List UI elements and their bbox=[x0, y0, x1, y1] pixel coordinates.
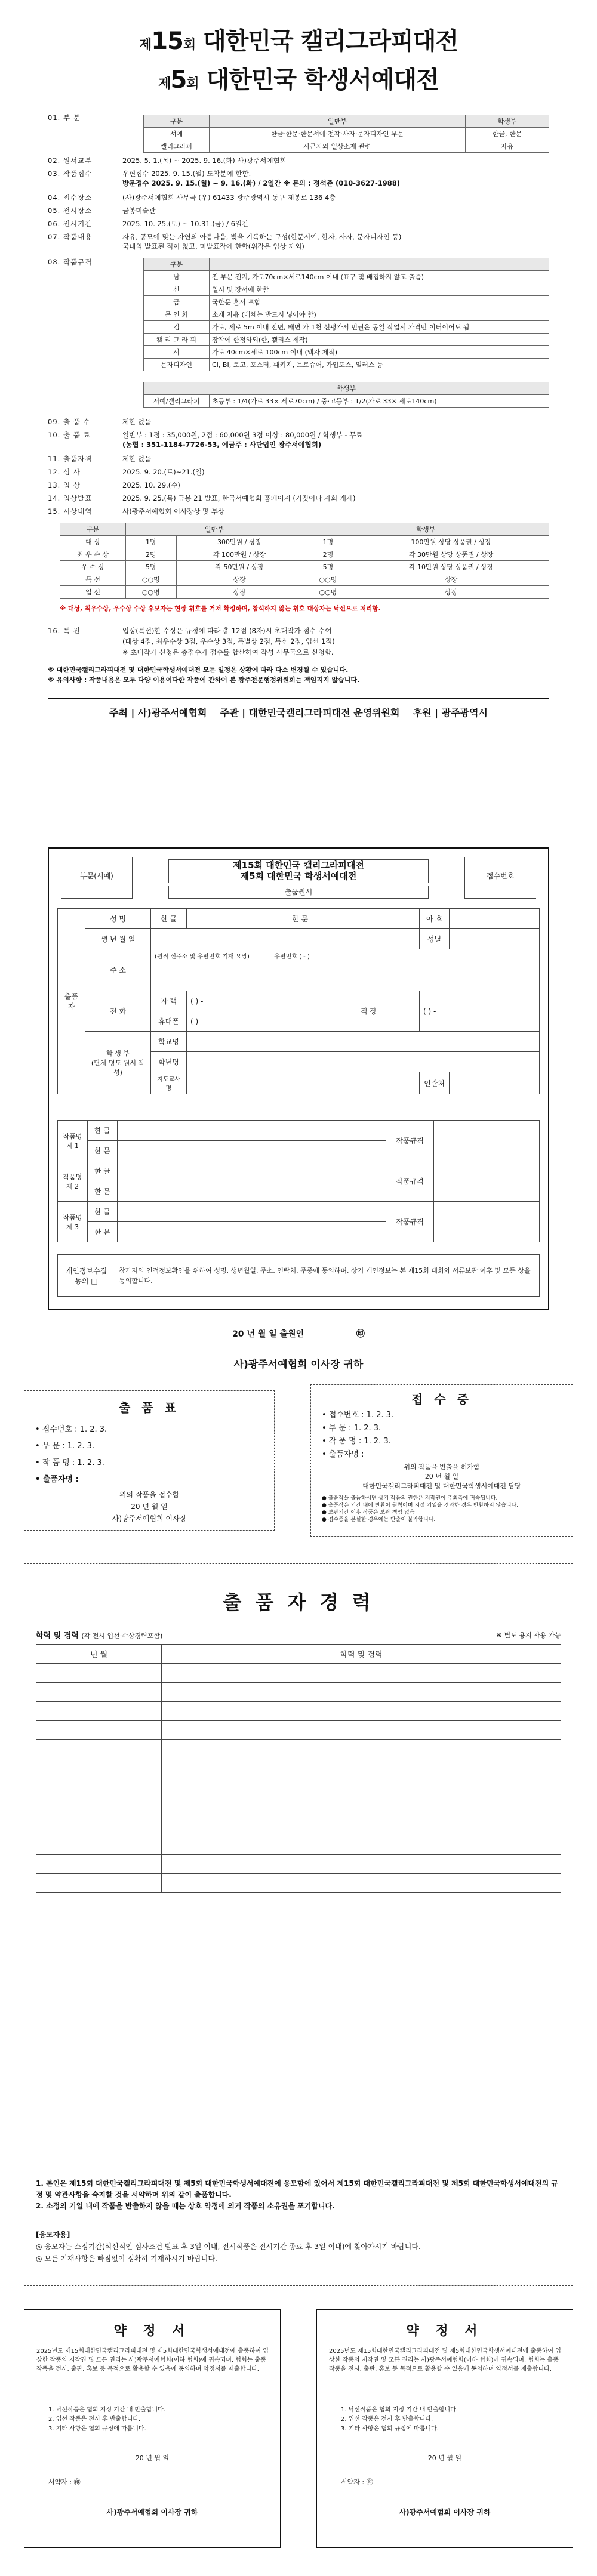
signature-input[interactable] bbox=[450, 1072, 540, 1094]
prize-cell: 입 선 bbox=[60, 586, 126, 599]
prize-cell: 100만원 상당 상품권 / 상장 bbox=[353, 536, 549, 548]
prize-cell: ○○명 bbox=[303, 573, 353, 586]
signature-label: 인란처 bbox=[420, 1072, 450, 1094]
zip-hint: 우편번호 ( - ) bbox=[274, 954, 310, 960]
career-row-desc[interactable] bbox=[162, 1702, 561, 1721]
career-row-desc[interactable] bbox=[162, 1721, 561, 1740]
work-label: 작품명제 1 bbox=[58, 1121, 88, 1161]
entry-slip-note bbox=[24, 1489, 274, 1525]
prize-cell: 2명 bbox=[303, 548, 353, 561]
form-date-line bbox=[48, 1328, 549, 1340]
career-subtitle bbox=[36, 1629, 162, 1640]
career-row-desc[interactable] bbox=[162, 1855, 561, 1874]
career-sub: 학력 및 경력 bbox=[36, 1631, 79, 1640]
birth-label: 생 년 월 일 bbox=[85, 929, 151, 949]
career-row-date[interactable] bbox=[36, 1855, 162, 1874]
work-hanja-input[interactable] bbox=[118, 1222, 386, 1242]
career-row-date[interactable] bbox=[36, 1759, 162, 1778]
spec-table bbox=[143, 258, 549, 371]
career-col-desc: 학력 및 경력 bbox=[162, 1645, 561, 1664]
division-box[interactable]: 부문(서예) bbox=[61, 857, 133, 899]
career-sub-note: (각 전시 입선·수상경력포함) bbox=[81, 1632, 163, 1640]
division-cell: 캘리그라피 bbox=[144, 140, 210, 153]
applicant-note-line: ◎ 응모자는 소정기간(석선적인 심사조건 발표 후 3일 이내, 전시작품은 전시기간 종료 후 3일 이내)에 찾아가시기 바랍니다. bbox=[36, 2242, 421, 2251]
info-value: 제한 없음 bbox=[122, 455, 152, 463]
title-line-2: 제5회 대한민국 학생서예대전 bbox=[158, 66, 439, 94]
career-row-date[interactable] bbox=[36, 1740, 162, 1759]
form-title-1: 제15회 대한민국 캘리그라피대전 bbox=[233, 860, 364, 871]
division-cell: 서예 bbox=[144, 128, 210, 140]
prize-note: ※ 대상, 최우수상, 우수상 수상 후보자는 현장 휘호를 거쳐 확정하며, 참석하지 않는 휘호 대상자는 낙선으로 처리함. bbox=[60, 605, 381, 612]
gender-input[interactable] bbox=[450, 929, 540, 949]
phone-label: 전 화 bbox=[85, 991, 151, 1032]
prize-cell: 5명 bbox=[126, 561, 177, 573]
prize-cell: ○○명 bbox=[126, 586, 177, 599]
work-hanja-input[interactable] bbox=[118, 1141, 386, 1161]
birth-input[interactable] bbox=[151, 929, 420, 949]
applicant-notes-title: [응모자용] bbox=[36, 2231, 70, 2239]
info-label: 06. 전시기간 bbox=[48, 220, 93, 228]
info-value: 금봉미술관 bbox=[122, 206, 156, 215]
spec-cell: 서 bbox=[144, 346, 210, 359]
prize-cell: 대 상 bbox=[60, 536, 126, 548]
applicant-table bbox=[57, 908, 540, 1094]
entry-slip-note-line: 위의 작품을 접수함 bbox=[119, 1491, 180, 1499]
work-phone-input[interactable]: ( ) - bbox=[420, 991, 540, 1032]
announcement-section bbox=[0, 0, 597, 859]
work-hanja-input[interactable] bbox=[118, 1181, 386, 1202]
career-row-date[interactable] bbox=[36, 1721, 162, 1740]
info-value: 방문접수 2025. 9. 15.(월) ~ 9. 16.(화) / 2일간 ※ 문의 : 정석준 (010-3627-1988) bbox=[122, 179, 401, 187]
name-hanja-input[interactable] bbox=[318, 909, 420, 929]
pledge-date: 20 년 월 일 bbox=[427, 2454, 462, 2462]
career-row-desc[interactable] bbox=[162, 1797, 561, 1816]
division-table bbox=[143, 115, 549, 153]
pledge-body: 2025년도 제15회대한민국캘리그라피대전 및 제5회대한민국학생서예대전에 출품하여 입상한 작품의 저작권 및 모든 권리는 사)광주서예협회(이하 협회)에 귀속되며, 협회는 출품 작품을 전시, 출판, 홍보 등 목적으로 활용할 수 있음에 동의하며 약정서를 제출합니다. bbox=[329, 2348, 561, 2373]
mobile-label: 휴대폰 bbox=[151, 1011, 187, 1032]
info-value: 사)광주서예협회 이사장상 및 부상 bbox=[122, 507, 224, 516]
career-row-date[interactable] bbox=[36, 1778, 162, 1797]
header-title bbox=[0, 24, 597, 101]
career-row-desc[interactable] bbox=[162, 1835, 561, 1855]
work-hanja-label: 한 문 bbox=[88, 1222, 118, 1242]
work-korean-input[interactable] bbox=[118, 1121, 386, 1141]
division-cell: 사군자와 일상소재 관련 bbox=[210, 140, 466, 153]
grade-label: 학년명 bbox=[151, 1052, 187, 1072]
pledge-title: 약 정 서 bbox=[113, 2324, 191, 2339]
note-line: ※ 대한민국캘리그라피대전 및 대한민국학생서예대전 모든 일정은 상황에 따라 다소 변경될 수 있습니다. bbox=[48, 666, 349, 674]
works-table bbox=[57, 1120, 540, 1242]
pledge-items bbox=[341, 2405, 562, 2434]
host-label: 주최 bbox=[109, 707, 128, 718]
form-date: 20 년 월 일 출원인 bbox=[232, 1329, 304, 1339]
seal-mark: ㊞ bbox=[356, 1329, 365, 1339]
spec-header: 구분 bbox=[144, 258, 210, 271]
work-size-label: 작품규격 bbox=[386, 1161, 434, 1202]
home-phone-label: 자 택 bbox=[151, 991, 187, 1011]
prize-cell: 각 10만원 상당 상품권 / 상장 bbox=[353, 561, 549, 573]
address-label: 주 소 bbox=[85, 949, 151, 991]
receipt-slip bbox=[310, 1384, 573, 1537]
spec-cell: 문자디자인 bbox=[144, 359, 210, 371]
pledge-item: 1. 낙선작품은 협회 지정 기간 내 반출합니다. bbox=[341, 2407, 458, 2413]
work-korean-label: 한 글 bbox=[88, 1161, 118, 1181]
home-phone-input[interactable]: ( ) - bbox=[187, 991, 318, 1011]
career-table bbox=[36, 1644, 561, 1893]
division-header: 구분 bbox=[144, 115, 210, 128]
spec-cell: 금 bbox=[144, 296, 210, 308]
student-label-1: 학 생 부 bbox=[106, 1050, 130, 1057]
prize-cell: ○○명 bbox=[303, 586, 353, 599]
student-label-2: (단체 명도 원서 작성) bbox=[91, 1059, 145, 1076]
receipt-fine-line: ● 출품작을 출품하시면 상기 작품의 권한은 저작권이 주최측에 귀속됩니다. bbox=[322, 1495, 498, 1501]
career-note: ※ 별도 용지 사용 가능 bbox=[496, 1631, 561, 1639]
receipt-slip-note bbox=[311, 1463, 573, 1491]
prize-cell: 상장 bbox=[176, 586, 303, 599]
info-label: 16. 특 전 bbox=[48, 627, 81, 635]
work-phone-label: 직 장 bbox=[318, 991, 420, 1032]
info-label: 07. 작품내용 bbox=[48, 233, 93, 241]
career-row-desc[interactable] bbox=[162, 1874, 561, 1893]
info-value: (농협 : 351-1184-7726-53, 예금주 : 사단법인 광주서예협회) bbox=[122, 440, 322, 449]
career-col-date: 년 월 bbox=[36, 1645, 162, 1664]
name-korean-input[interactable] bbox=[187, 909, 282, 929]
info-value: 2025. 9. 20.(토)~21.(일) bbox=[122, 468, 205, 476]
pledge-form-right bbox=[316, 2309, 573, 2548]
note-line: ※ 유의사항 : 작품내용은 모두 다양 이용이다한 작품에 관하여 본 광주전문행정위원회는 책임지지 않습니다. bbox=[48, 676, 360, 684]
spec-cell: 일시 및 장서에 한함 bbox=[210, 283, 549, 296]
applicant-notes bbox=[36, 2229, 561, 2265]
info-value: 입상(특선)한 수상은 규정에 따라 총 12점 (8자)시 초대작가 점수 수여 bbox=[122, 627, 332, 635]
receipt-slip-note-line: 위의 작품을 반출을 허가함 bbox=[404, 1463, 480, 1471]
prize-cell: 상장 bbox=[353, 586, 549, 599]
prize-cell: 각 50만원 / 상장 bbox=[176, 561, 303, 573]
prize-cell: 상장 bbox=[176, 573, 303, 586]
career-row-desc[interactable] bbox=[162, 1664, 561, 1683]
pledge-form-left bbox=[24, 2309, 281, 2548]
spec-cell: 신 bbox=[144, 283, 210, 296]
info-value: ※ 초대작가 신청은 총점수가 점수를 합산하여 작성 사무국으로 신청함. bbox=[122, 648, 334, 656]
prize-cell: 최 우 수 상 bbox=[60, 548, 126, 561]
career-row-date[interactable] bbox=[36, 1664, 162, 1683]
spec-cell: 남 bbox=[144, 271, 210, 283]
pledge-body: 2025년도 제15회대한민국캘리그라피대전 및 제5회대한민국학생서예대전에 출품하여 입상한 작품의 저작권 및 모든 권리는 사)광주서예협회(이하 협회)에 귀속되며, 협회는 출품 작품을 전시, 출판, 홍보 등 목적으로 활용할 수 있음에 동의하며 약정서를 제출합니다. bbox=[36, 2348, 269, 2373]
pledge-addressee: 사)광주서예협회 이사장 귀하 bbox=[399, 2508, 491, 2516]
teacher-input[interactable] bbox=[187, 1072, 420, 1094]
career-row-desc[interactable] bbox=[162, 1740, 561, 1759]
work-label: 작품명제 3 bbox=[58, 1202, 88, 1242]
info-value: 2025. 10. 25.(토) ~ 10.31.(금) / 6일간 bbox=[122, 220, 249, 228]
school-label: 학교명 bbox=[151, 1032, 187, 1052]
info-label: 10. 출 품 료 bbox=[48, 431, 91, 439]
address-hint: (원직 신주소 및 우편번호 기재 요망) bbox=[155, 954, 250, 960]
consent-text: 참가자의 인적정보확인을 위하여 성명, 생년월일, 주소, 연락처, 주중에 동의하며, 상기 개인정보는 본 제15회 대회와 서류보관 이후 및 모든 상을 동의합니다. bbox=[115, 1255, 540, 1297]
receipt-slip-fine bbox=[322, 1495, 567, 1523]
prize-cell: 1명 bbox=[303, 536, 353, 548]
career-row-desc[interactable] bbox=[162, 1759, 561, 1778]
prize-cell: ○○명 bbox=[126, 573, 177, 586]
spec-cell: 소재 자유 (배채는 반드시 넣어야 함) bbox=[210, 308, 549, 321]
pledge-signature[interactable]: 서약자 : ㊞ bbox=[341, 2478, 373, 2486]
spec-header-blank bbox=[210, 258, 549, 271]
work-size-label: 작품규격 bbox=[386, 1121, 434, 1161]
prize-cell: 상장 bbox=[353, 573, 549, 586]
spec-cell: 가로 40cm×세로 100cm 이내 (액자 제작) bbox=[210, 346, 549, 359]
division-header: 일반부 bbox=[210, 115, 466, 128]
pledge-notes bbox=[36, 2178, 561, 2212]
pledge-note-line: 1. 본인은 제15회 대한민국캘리그라피대전 및 제5회 대한민국학생서예대전에 응모함에 있어서 제15회 대한민국캘리그라피대전 및 제5회 대한민국학생서예대전의 규정 및 약관사항을 숙지할 것을 서약하며 위의 같이 출품합니다. bbox=[36, 2179, 558, 2199]
division-cell: 한글, 한문 bbox=[466, 128, 549, 140]
applicant-note-line: ◎ 모든 기재사항은 빠짐없이 정확히 기재하시기 바랍니다. bbox=[36, 2254, 217, 2263]
pledge-item: 2. 입선 작품은 전시 후 반출합니다. bbox=[48, 2416, 141, 2423]
work-size-label: 작품규격 bbox=[386, 1202, 434, 1242]
work-korean-input[interactable] bbox=[118, 1161, 386, 1181]
school-input[interactable] bbox=[187, 1032, 540, 1052]
consent-table bbox=[57, 1254, 540, 1297]
prize-header: 학생부 bbox=[303, 523, 549, 536]
info-label: 15. 시상내역 bbox=[48, 507, 93, 516]
name-label: 성 명 bbox=[85, 909, 151, 929]
prize-cell: 5명 bbox=[303, 561, 353, 573]
career-row-desc[interactable] bbox=[162, 1778, 561, 1797]
work-korean-label: 한 글 bbox=[88, 1202, 118, 1222]
career-row-date[interactable] bbox=[36, 1874, 162, 1893]
applicant-side-label: 출품자 bbox=[58, 909, 85, 1094]
info-label: 08. 작품규격 bbox=[48, 258, 93, 266]
gender-label: 성별 bbox=[420, 929, 450, 949]
spec-cell: 장작에 한정하되(한, 캘리스 제작) bbox=[210, 334, 549, 346]
student-table bbox=[143, 382, 549, 408]
career-row-date[interactable] bbox=[36, 1702, 162, 1721]
pledge-item: 3. 기타 사항은 협회 규정에 따릅니다. bbox=[341, 2426, 439, 2432]
footer-sponsors: 주최 | 사)광주서예협회 주관 | 대한민국캘리그라피대전 운영위원회 후원 | 광주광역시 bbox=[48, 698, 549, 719]
application-form bbox=[48, 847, 549, 1310]
receipt-slip-line: • 출품자명 : bbox=[322, 1450, 364, 1459]
work-korean-input[interactable] bbox=[118, 1202, 386, 1222]
prize-cell: 각 100만원 / 상장 bbox=[176, 548, 303, 561]
spec-cell: 캘 리 그 라 피 bbox=[144, 334, 210, 346]
form-title bbox=[168, 859, 429, 883]
prize-cell: 300만원 / 상장 bbox=[176, 536, 303, 548]
pledge-date: 20 년 월 일 bbox=[135, 2454, 170, 2462]
receipt-slip-title: 접 수 증 bbox=[411, 1392, 472, 1406]
pledge-signature[interactable]: 서약자 : ㊞ bbox=[48, 2478, 81, 2486]
work-size-input[interactable] bbox=[434, 1202, 540, 1242]
prize-cell: 우 수 상 bbox=[60, 561, 126, 573]
grade-input[interactable] bbox=[187, 1052, 540, 1072]
prize-cell: 특 선 bbox=[60, 573, 126, 586]
form-title-2: 제5회 대한민국 학생서예대전 bbox=[240, 871, 357, 881]
pledge-item: 1. 낙선작품은 협회 지정 기간 내 반출합니다. bbox=[48, 2407, 166, 2413]
work-size-input[interactable] bbox=[434, 1121, 540, 1161]
pledge-item: 2. 입선 작품은 전시 후 반출합니다. bbox=[341, 2416, 433, 2423]
student-cell: 서예/캘리그라피 bbox=[144, 395, 210, 408]
host-name: 사)광주서예협회 bbox=[137, 707, 207, 718]
work-hanja-label: 한 문 bbox=[88, 1181, 118, 1202]
receipt-slip-line: • 작 품 명 : 1. 2. 3. bbox=[322, 1437, 391, 1446]
info-label: 14. 입상발표 bbox=[48, 494, 93, 502]
receipt-slip-line: • 접수번호 : 1. 2. 3. bbox=[322, 1411, 394, 1420]
career-row-desc[interactable] bbox=[162, 1816, 561, 1835]
sponsor-label: 후원 bbox=[413, 707, 432, 718]
consent-checkbox[interactable]: 개인정보수집 동의 □ bbox=[58, 1255, 115, 1297]
student-label bbox=[85, 1032, 151, 1094]
title-line-1: 제15회 대한민국 캘리그라피대전 bbox=[139, 27, 458, 55]
work-size-input[interactable] bbox=[434, 1161, 540, 1202]
student-cell: 초등부 : 1/4(가로 33× 세로70cm) / 중·고등부 : 1/2(가로 33× 세로140cm) bbox=[210, 395, 549, 408]
entry-slip-note-line: 사)광주서예협회 이사장 bbox=[112, 1514, 187, 1523]
pledge-items bbox=[48, 2405, 269, 2434]
work-hanja-label: 한 문 bbox=[88, 1141, 118, 1161]
info-value: (대상 4점, 최우수상 3점, 우수상 3점, 특별상 2점, 특선 2점, 입선 1점) bbox=[122, 637, 335, 646]
spec-cell: 문 인 화 bbox=[144, 308, 210, 321]
prize-cell: 각 30만원 상당 상품권 / 상장 bbox=[353, 548, 549, 561]
entry-slip-line: • 출품자명 : bbox=[35, 1475, 79, 1484]
receipt-slip-line: • 부 문 : 1. 2. 3. bbox=[322, 1424, 381, 1433]
spec-cell: 검 bbox=[144, 321, 210, 334]
notes bbox=[48, 665, 549, 685]
receipt-fine-line: ● 출품작은 기간 내에 반환이 원칙이며 지정 기일을 경과한 경우 반환하지 않습니다. bbox=[322, 1503, 519, 1508]
student-header: 학생부 bbox=[144, 382, 549, 395]
sponsor-name: 광주광역시 bbox=[441, 707, 488, 718]
entry-slip-note-line: 20 년 월 일 bbox=[131, 1503, 168, 1511]
info-label: 13. 입 상 bbox=[48, 481, 81, 489]
work-label: 작품명제 2 bbox=[58, 1161, 88, 1202]
info-label: 03. 작품접수 bbox=[48, 169, 93, 178]
entry-slip-line: • 작 품 명 : 1. 2. 3. bbox=[35, 1458, 104, 1467]
receipt-fine-line: ● 접수증을 분실한 경우에는 반출이 불가합니다. bbox=[322, 1517, 436, 1523]
mobile-input[interactable]: ( ) - bbox=[187, 1011, 318, 1032]
entry-slip-title: 출 품 표 bbox=[119, 1400, 180, 1415]
pledge-title: 약 정 서 bbox=[406, 2324, 484, 2339]
receipt-slip-note-line: 대한민국캘리그라피대전 및 대한민국학생서예대전 담당 bbox=[362, 1482, 521, 1490]
info-value: 국내의 발표된 적이 없고, 미발표작에 한함(위작은 입상 제외) bbox=[122, 242, 304, 251]
pen-name-input[interactable] bbox=[450, 909, 540, 929]
spec-cell: 가로, 세로 5m 이내 전면, 배면 가 1천 선평가서 민권은 동일 작업서 가격만 이터이어도 됨 bbox=[210, 321, 549, 334]
info-label: 02. 원서교부 bbox=[48, 156, 93, 165]
organizer-label: 주관 bbox=[220, 707, 239, 718]
cut-line bbox=[24, 2285, 573, 2286]
work-korean-label: 한 글 bbox=[88, 1121, 118, 1141]
prize-header: 일반부 bbox=[126, 523, 303, 536]
pen-name-label: 아 호 bbox=[420, 909, 450, 929]
prize-table bbox=[60, 523, 549, 599]
spec-cell: CI, BI, 로고, 포스터, 패키지, 브로슈어, 가입포스, 일러스 등 bbox=[210, 359, 549, 371]
pledge-addressee: 사)광주서예협회 이사장 귀하 bbox=[106, 2508, 198, 2516]
info-value: (사)광주서예협회 사무국 (우) 61433 광주광역시 동구 제봉로 136 4층 bbox=[122, 193, 336, 202]
career-title: 출 품 자 경 력 bbox=[223, 1591, 374, 1614]
spec-cell: 전 부문 전지, 가로70cm×세로140cm 이내 (표구 및 배접하지 않고 출품) bbox=[210, 271, 549, 283]
career-row-date[interactable] bbox=[36, 1683, 162, 1702]
info-value: 2025. 5. 1.(목) ~ 2025. 9. 16.(화) 사)광주서예협회 bbox=[122, 156, 287, 165]
receipt-slip-note-line: 20 년 월 일 bbox=[424, 1473, 459, 1480]
entry-slip-line: • 부 문 : 1. 2. 3. bbox=[35, 1442, 95, 1451]
info-value: 자유, 공모에 맞는 자연의 아름다움, 빛을 기록하는 구성(한문서예, 한자, 사자, 문자디자인 등) bbox=[122, 233, 402, 241]
info-value: 제한 없음 bbox=[122, 418, 152, 426]
info-label: 05. 전시장소 bbox=[48, 206, 93, 215]
form-subtitle: 출품원서 bbox=[168, 886, 429, 899]
pledge-note-line: 2. 소정의 기일 내에 작품을 반출하지 않을 때는 상호 약정에 의거 작품의 소유권을 포기합니다. bbox=[36, 2202, 335, 2210]
career-row-date[interactable] bbox=[36, 1835, 162, 1855]
prize-cell: 2명 bbox=[126, 548, 177, 561]
info-label: 04. 접수장소 bbox=[48, 193, 93, 202]
organizer-name: 대한민국캘리그라피대전 운영위원회 bbox=[248, 707, 400, 718]
division-cell: 자유 bbox=[466, 140, 549, 153]
division-header: 학생부 bbox=[466, 115, 549, 128]
prize-header: 구분 bbox=[60, 523, 126, 536]
address-input[interactable] bbox=[151, 949, 540, 991]
info-value: 일반부 : 1점 : 35,000원, 2점 : 60,000원 3점 이상 : 80,000원 / 학생부 - 무료 bbox=[122, 431, 363, 439]
info-label: 12. 심 사 bbox=[48, 468, 81, 476]
career-row-date[interactable] bbox=[36, 1816, 162, 1835]
receipt-fine-line: ● 보관기간 이후 작품은 보관 책임 없음 bbox=[322, 1510, 415, 1516]
info-value: 2025. 10. 29.(수) bbox=[122, 481, 180, 489]
teacher-label: 지도교사명 bbox=[151, 1072, 187, 1094]
info-value: 우편접수 2025. 9. 15.(월) 도착분에 한함. bbox=[122, 169, 251, 178]
pledge-item: 3. 기타 사항은 협회 규정에 따릅니다. bbox=[48, 2426, 146, 2432]
info-label: 09. 출 품 수 bbox=[48, 418, 91, 426]
name-korean-label: 한 글 bbox=[151, 909, 187, 929]
info-label: 01. 부 분 bbox=[48, 113, 81, 122]
spec-cell: 국한문 혼서 포함 bbox=[210, 296, 549, 308]
name-hanja-label: 한 문 bbox=[282, 909, 318, 929]
entry-slip bbox=[24, 1390, 275, 1531]
entry-slip-line: • 접수번호 : 1. 2. 3. bbox=[35, 1425, 107, 1434]
cut-line bbox=[24, 1563, 573, 1564]
division-cell: 한글·한문·한문서예·전각·사자·문자디자인 부문 bbox=[210, 128, 466, 140]
career-row-desc[interactable] bbox=[162, 1683, 561, 1702]
form-addressee: 사)광주서예협회 이사장 귀하 bbox=[233, 1359, 364, 1371]
prize-cell: 1명 bbox=[126, 536, 177, 548]
receipt-number-box[interactable]: 접수번호 bbox=[464, 857, 536, 899]
info-label: 11. 출품자격 bbox=[48, 455, 93, 463]
career-row-date[interactable] bbox=[36, 1797, 162, 1816]
info-value: 2025. 9. 25.(목) 금봉 21 발표, 한국서예협회 홈페이지 (거짓이나 자회 게재) bbox=[122, 494, 356, 502]
